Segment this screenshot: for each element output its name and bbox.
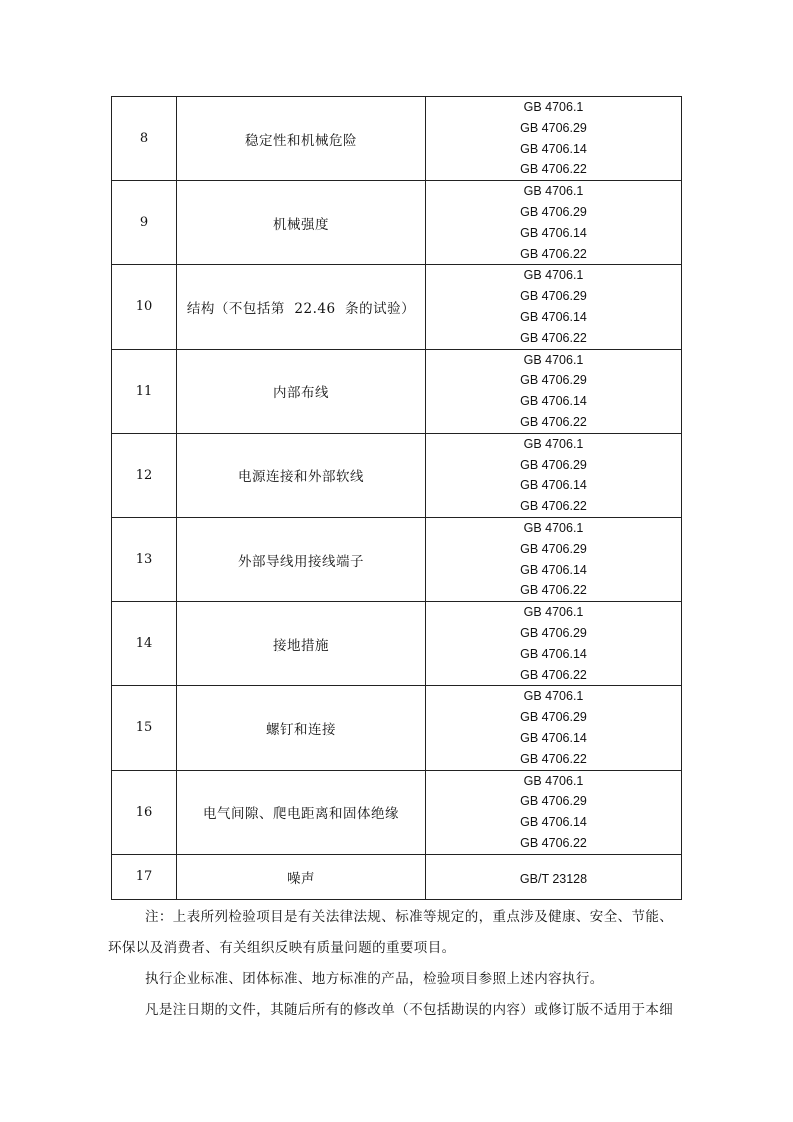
standard-code: GB 4706.1 (523, 689, 584, 704)
inspection-item: 稳定性和机械危险 (177, 97, 426, 181)
standard-code: GB 4706.22 (520, 667, 587, 682)
paragraph: 执行企业标准、团体标准、地方标准的产品，检验项目参照上述内容执行。 (145, 971, 604, 987)
standards-cell (426, 517, 682, 601)
standard-code: GB 4706.29 (520, 120, 587, 135)
standard-code: GB 4706.22 (520, 835, 587, 850)
row-number: 9 (112, 181, 177, 265)
paragraph: 凡是注日期的文件，其随后所有的修改单（不包括勘误的内容）或修订版不适用于本细 (145, 1002, 674, 1018)
standard-code: GB 4706.14 (520, 646, 587, 661)
row-number: 10 (112, 265, 177, 349)
standard-code: GB 4706.29 (520, 457, 587, 472)
row-number: 11 (112, 349, 177, 433)
standard-code: GB 4706.1 (523, 773, 584, 788)
table-row (112, 686, 682, 770)
notes-section (108, 902, 680, 1026)
table-row (112, 181, 682, 265)
standard-code: GB 4706.22 (520, 751, 587, 766)
table-row (112, 854, 682, 899)
inspection-item: 机械强度 (177, 181, 426, 265)
standards-cell (426, 770, 682, 854)
standard-code: GB 4706.14 (520, 562, 587, 577)
inspection-item: 电气间隙、爬电距离和固体绝缘 (177, 770, 426, 854)
standard-code: GB 4706.1 (523, 436, 584, 451)
standards-cell (426, 265, 682, 349)
standard-code: GB 4706.1 (523, 605, 584, 620)
note-line: 环保以及消费者、有关组织反映有质量问题的重要项目。 (108, 940, 456, 956)
row-number: 12 (112, 433, 177, 517)
standard-code: GB 4706.29 (520, 541, 587, 556)
standards-cell (426, 181, 682, 265)
standards-cell (426, 349, 682, 433)
standards-cell (426, 433, 682, 517)
standard-code: GB 4706.1 (523, 352, 584, 367)
table-row (112, 349, 682, 433)
inspection-item: 外部导线用接线端子 (177, 517, 426, 601)
table-row (112, 97, 682, 181)
standard-code: GB 4706.29 (520, 373, 587, 388)
row-number: 8 (112, 97, 177, 181)
standard-code: GB 4706.22 (520, 583, 587, 598)
standard-code: GB 4706.29 (520, 794, 587, 809)
standard-code: GB 4706.29 (520, 710, 587, 725)
standard-code: GB 4706.14 (520, 815, 587, 830)
standard-code: GB 4706.1 (523, 268, 584, 283)
row-number: 16 (112, 770, 177, 854)
table-body (112, 97, 682, 900)
standard-code: GB 4706.14 (520, 141, 587, 156)
note-line: 注：上表所列检验项目是有关法律法规、标准等规定的，重点涉及健康、安全、节能、 (145, 909, 674, 925)
standard-code: GB 4706.22 (520, 162, 587, 177)
standard-code: GB 4706.22 (520, 330, 587, 345)
standard-code: GB 4706.29 (520, 625, 587, 640)
inspection-item: 接地措施 (177, 602, 426, 686)
standards-cell (426, 854, 682, 899)
row-number: 13 (112, 517, 177, 601)
standards-cell (426, 602, 682, 686)
standard-code: GB/T 23128 (519, 872, 588, 887)
table-row (112, 770, 682, 854)
table-row (112, 602, 682, 686)
standard-code: GB 4706.14 (520, 730, 587, 745)
standard-code: GB 4706.1 (523, 520, 584, 535)
inspection-item: 结构（不包括第 22.46 条的试验） (177, 265, 426, 349)
standards-cell (426, 686, 682, 770)
row-number: 17 (112, 854, 177, 899)
standard-code: GB 4706.14 (520, 225, 587, 240)
inspection-item: 噪声 (177, 854, 426, 899)
inspection-item: 内部布线 (177, 349, 426, 433)
standard-code: GB 4706.22 (520, 499, 587, 514)
row-number: 15 (112, 686, 177, 770)
row-number: 14 (112, 602, 177, 686)
table-row (112, 265, 682, 349)
inspection-item: 螺钉和连接 (177, 686, 426, 770)
standard-code: GB 4706.29 (520, 204, 587, 219)
standard-code: GB 4706.14 (520, 309, 587, 324)
table-row (112, 517, 682, 601)
standard-code: GB 4706.29 (520, 289, 587, 304)
inspection-items-table (111, 96, 682, 900)
standard-code: GB 4706.22 (520, 246, 587, 261)
standards-cell (426, 97, 682, 181)
table-row (112, 433, 682, 517)
standard-code: GB 4706.1 (523, 100, 584, 114)
standard-code: GB 4706.1 (523, 184, 584, 199)
inspection-item: 电源连接和外部软线 (177, 433, 426, 517)
standard-code: GB 4706.22 (520, 414, 587, 429)
standard-code: GB 4706.14 (520, 478, 587, 493)
standard-code: GB 4706.14 (520, 394, 587, 409)
